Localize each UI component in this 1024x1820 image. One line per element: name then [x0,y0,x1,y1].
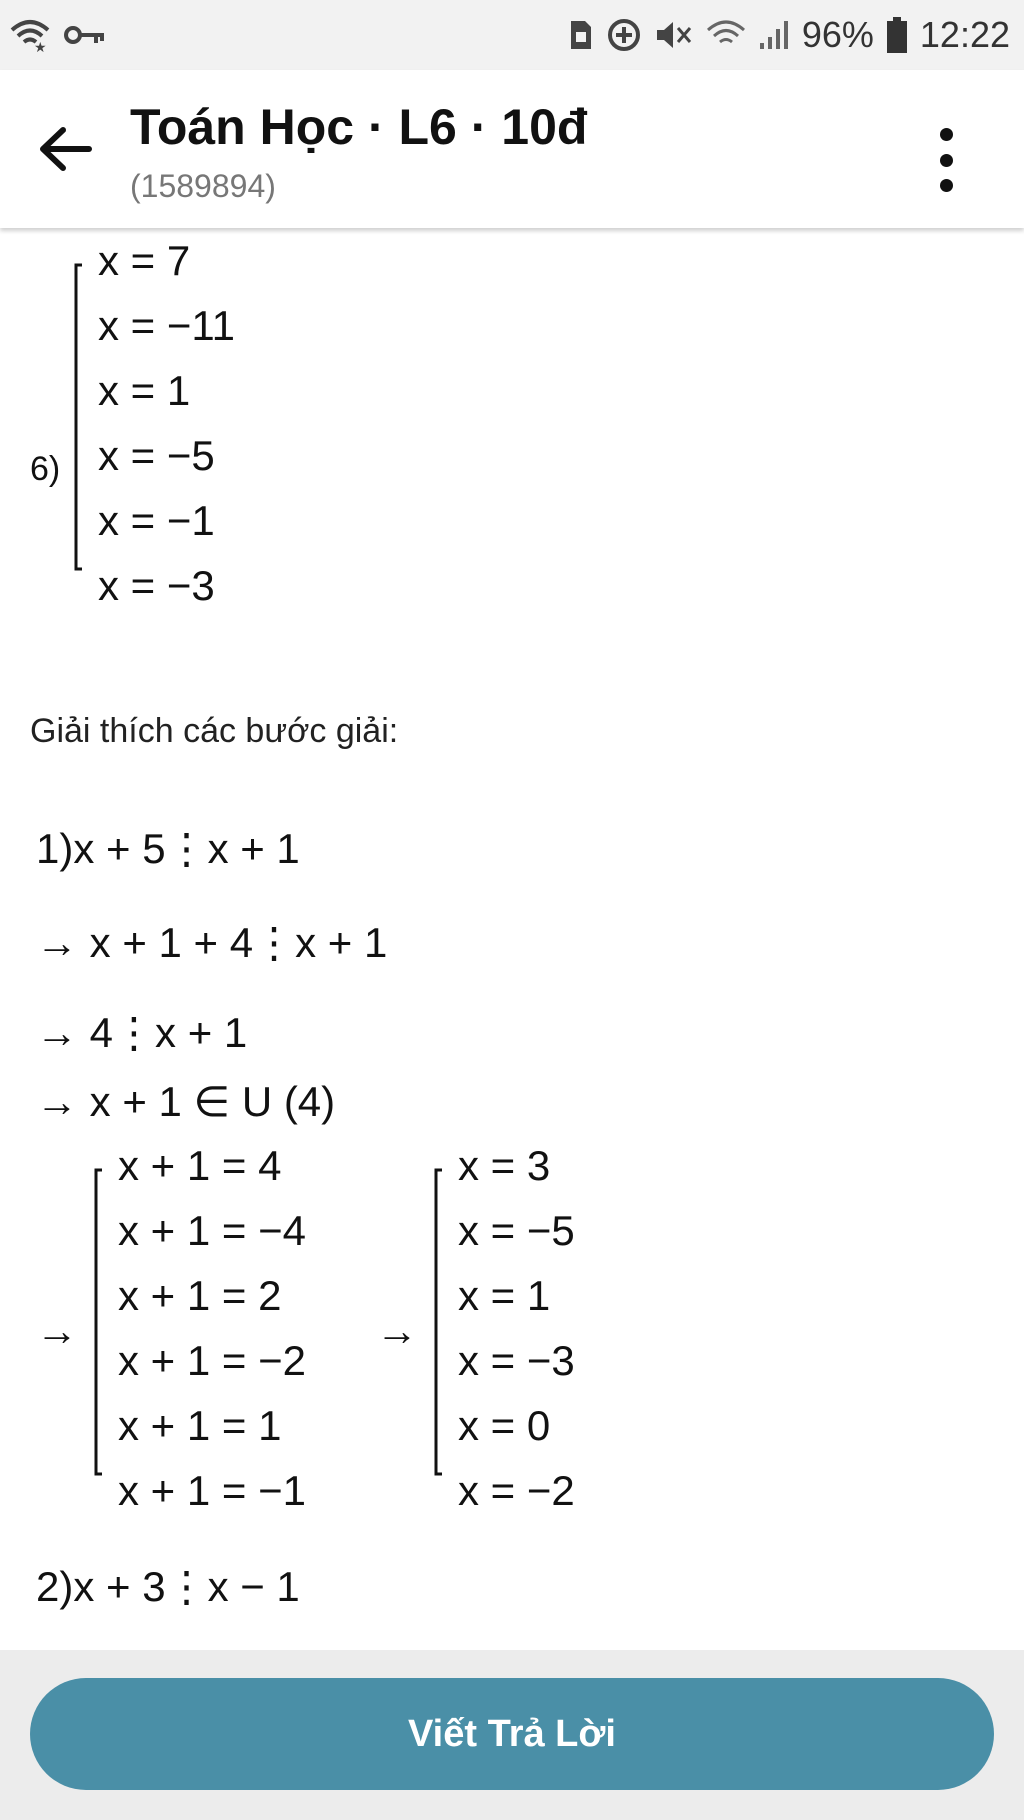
answer-line: x = −11 [98,302,235,349]
write-answer-button[interactable]: Viết Trả Lời [30,1678,994,1790]
key-icon [64,23,106,47]
system-right-line: x = 3 [458,1142,551,1189]
bottom-bar [0,1650,1024,1820]
implies-arrow: → [36,1307,78,1354]
add-circle-icon [606,17,642,53]
step1-line2: → x + 1 + 4⋮x + 1 [36,919,388,966]
step1-line1: 1)x + 5⋮x + 1 [36,825,300,872]
wifi-icon [10,18,50,52]
answer-line: x = −5 [98,432,215,479]
arrow-left-icon [37,124,93,174]
more-vert-icon [940,128,953,141]
bracket-icon [90,1162,110,1482]
status-time: 12:22 [919,14,1010,55]
answer-label: 6) [30,450,61,488]
answer-line: x = 7 [98,237,191,284]
answer-line: x = −1 [98,497,215,544]
status-right [568,14,1010,56]
wifi-icon [706,18,746,52]
system-right-line: x = −5 [458,1207,575,1254]
system-left-line: x + 1 = 1 [118,1402,282,1449]
system-right-line: x = −3 [458,1337,575,1384]
back-button[interactable] [30,114,100,184]
bracket-icon [70,257,90,577]
answer-content [0,232,1024,1650]
system-right-line: x = 1 [458,1272,551,1319]
question-id: (1589894) [130,168,276,204]
status-bar [0,0,1024,70]
sim-icon [568,18,594,52]
bracket-icon [430,1162,450,1482]
system-left-line: x + 1 = −1 [118,1467,306,1514]
system-left-line: x + 1 = −2 [118,1337,306,1384]
system-right-line: x = 0 [458,1402,551,1449]
system-left-line: x + 1 = 4 [118,1142,282,1189]
app-bar [0,70,1024,228]
step1-line3: → 4⋮x + 1 [36,1009,248,1056]
answer-line: x = −3 [98,562,215,609]
signal-icon [758,19,790,51]
system-left-line: x + 1 = −4 [118,1207,306,1254]
answer-line: x = 1 [98,367,191,414]
status-left [10,18,106,52]
step1-line4: → x + 1 ∈ U (4) [36,1078,336,1125]
explanation-heading: Giải thích các bước giải: [30,712,399,750]
more-options-button[interactable] [926,120,966,200]
battery-percent: 96% [801,14,874,55]
implies-arrow: → [376,1307,418,1354]
page-title: Toán Học · L6 · 10đ [130,99,588,155]
system-left-line: x + 1 = 2 [118,1272,282,1319]
mute-icon [654,18,694,52]
battery-icon [886,16,908,54]
svg-text:★: ★ [34,40,47,52]
step2-line1: 2)x + 3⋮x − 1 [36,1563,300,1610]
system-right-line: x = −2 [458,1467,575,1514]
